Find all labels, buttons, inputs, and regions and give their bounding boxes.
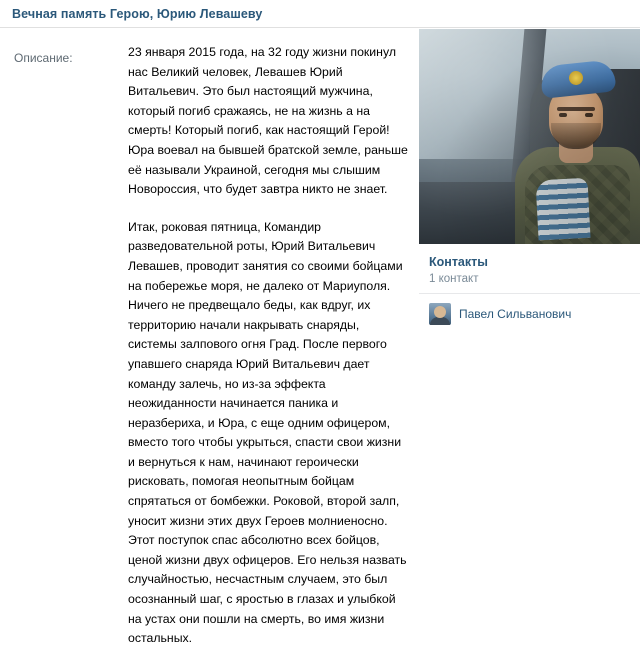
page-header bbox=[0, 0, 640, 28]
photo-column bbox=[419, 29, 640, 244]
list-item[interactable] bbox=[419, 294, 640, 331]
description-paragraph: Итак, роковая пятница, Командир разведовательной роты, Юрий Витальевич Левашев, проводит занятия со своими бойцами на побережье моря, не далеко от Мариуполя. Ничего не предвещало беды, как вдруг, их территорию начали накрывать снаряды, системы залпового огня Град. После первого упавшего снаряда Юрий Витальевич дает команду залечь, но из-за эффекта неожиданности начинается паника и неразбериха, и Юра, с еще одним офицером, вместо того чтобы укрыться, спасти свои жизни и вернуться к нам, начинают героически рисковать, помогая неопытным бойцам спрятаться от бомбежки. Роковой, второй залп, уносит жизни этих двух Героев молниеносно. Этот поступок спас абсолютно всех бойцов, ценой жизни двух офицеров. Его нельзя назвать случайностью, несчастным случаем, это был осознанный шаг, с яростью в глазах и улыбкой на устах они пошли на смерть, во имя жизни остальных. bbox=[128, 219, 407, 646]
page-title: Вечная память Герою, Юрию Левашеву bbox=[12, 7, 263, 21]
contact-name-link[interactable]: Павел Сильванович bbox=[459, 307, 572, 321]
photo-overlay bbox=[419, 29, 640, 244]
avatar[interactable] bbox=[429, 303, 451, 325]
description-label: Описание: bbox=[14, 51, 73, 65]
description-text bbox=[128, 43, 408, 667]
contacts-count: 1 контакт bbox=[419, 271, 640, 294]
memorial-photo[interactable] bbox=[419, 29, 640, 244]
description-paragraph: 23 января 2015 года, на 32 году жизни покинул нас Великий человек, Левашев Юрий Витальевич. Это был настоящий мужчина, который погиб сражаясь, не на жизнь а на смерть! Который погиб, как настоящий Герой! Юра воевал на бывшей братской земле, раньше её называли Украиной, сегодня мы слышим Новороссия, что будет завтра никто не знает. bbox=[128, 45, 408, 197]
contacts-block bbox=[419, 250, 640, 331]
contacts-title: Контакты bbox=[429, 255, 488, 269]
